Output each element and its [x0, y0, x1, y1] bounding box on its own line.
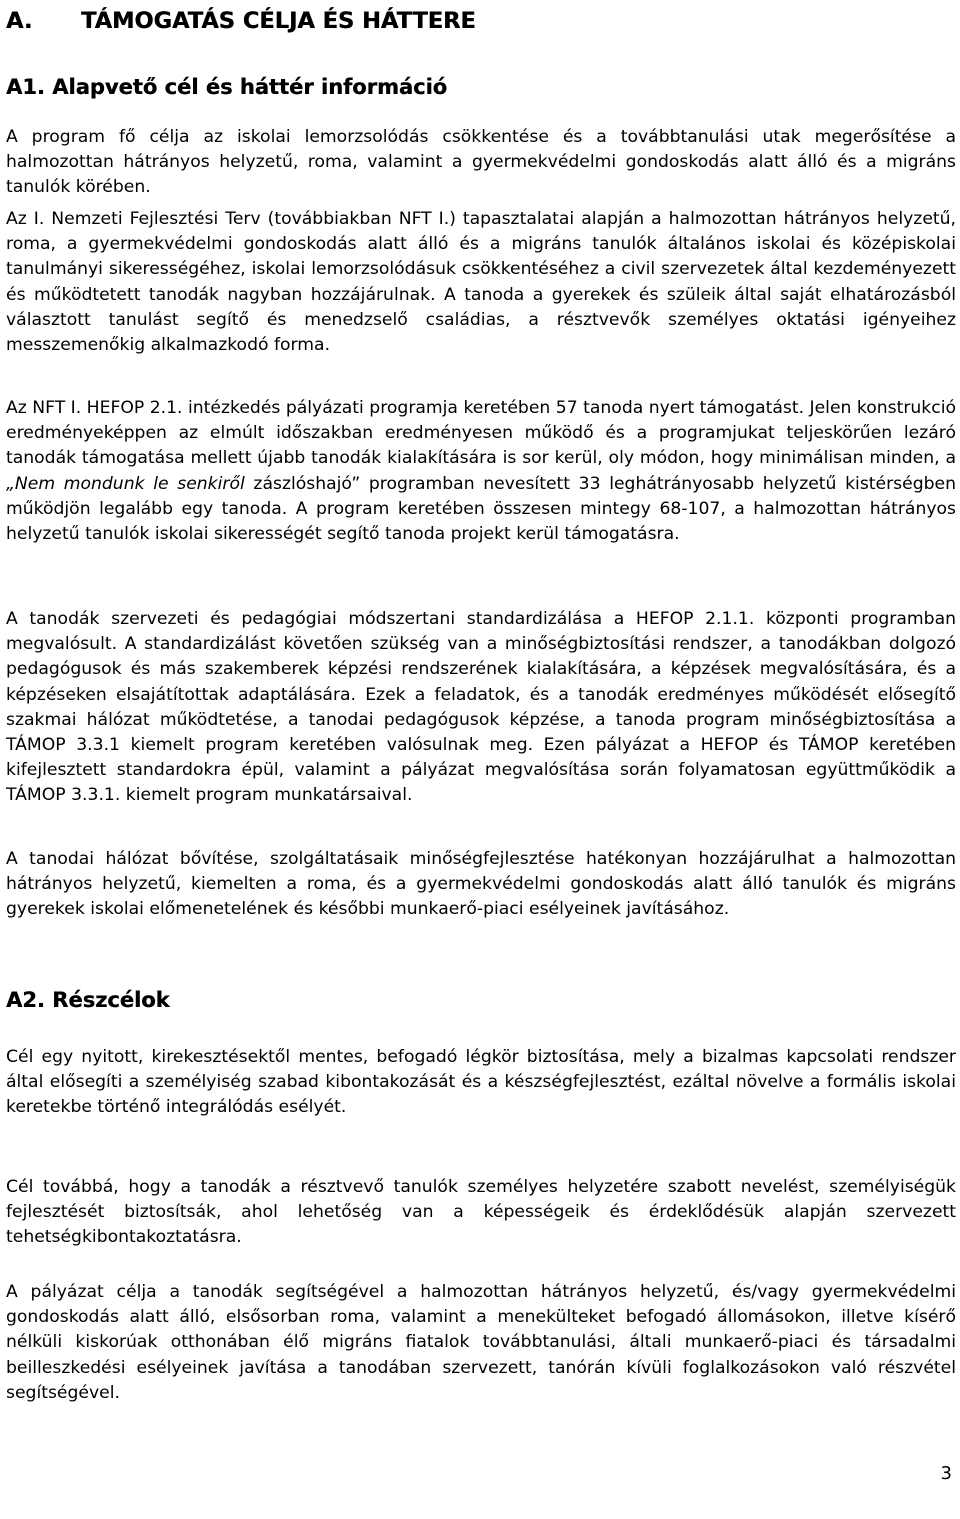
paragraph-application-goal: A pályázat célja a tanodák segítségével a halmozottan hátrányos helyzetű, és/vagy gyermekvédelmi gondoskodás alatt álló, elsősorban roma, valamint a menekülteket befogadó állomásokon, illetve kísérő nélküli kiskorúak otthonában élő migráns fiatalok továbbtanulási, általi munkaerő-piaci és társadalmi beilleszkedési esélyeinek javítása a tanodában szervezett, tanórán kívüli foglalkozásokon való részvétel segítségével. — [6, 1282, 956, 1403]
paragraph-personal-development: Cél továbbá, hogy a tanodák a résztvevő tanulók személyes helyzetére szabott nevelést, személyiségük fejlesztését biztosítsák, ahol lehetőség van a képességeik és érdeklődésük alapján szervezett tehetségkibontakoztatásra. — [6, 1177, 956, 1248]
paragraph-text: zászlóshajó” programban nevesített 33 leghátrányosabb helyzetű kistérségben működjön legalább egy tanoda. A program keretében összesen mintegy 68-107, a halmozottan hátrányos helyzetű tanulók iskolai sikerességét segítő tanoda projekt kerül támogatásra. — [6, 473, 956, 545]
paragraph-network-expansion: A tanodai hálózat bővítése, szolgáltatásaik minőségfejlesztése hatékonyan hozzájárulhat a halmozottan hátrányos helyzetű, kiemelten a roma, és a gyermekvédelmi gondoskodás alatt álló tanulók és migráns gyerekek iskolai előmenetelének és későbbi munkaerő-piaci esélyeinek javításához. — [6, 849, 956, 920]
paragraph-standardization: A tanodák szervezeti és pedagógiai módszertani standardizálása a HEFOP 2.1.1. központi programban megvalósult. A standardizálást követően szükség van a minőségbiztosítási rendszer, a tanodákban dolgozó pedagógusok és más szakemberek képzési rendszerének kialakítására, a képzések megvalósítására, és a képzéseken elsajátítottak adaptálására. Ezek a feladatok, és a tanodák eredményes működését elősegítő szakmai hálózat működtetése, a tanodai pedagógusok képzése, a tanoda program minőségbiztosítása a TÁMOP 3.3.1 kiemelt program keretében valósulnak meg. Ezen pályázat a HEFOP és TÁMOP keretében kifejlesztett standardokra épül, valamint a pályázat megvalósítása során folyamatosan együttműködik a TÁMOP 3.3.1. kiemelt program munkatársaival. — [6, 609, 956, 806]
paragraph-main-goal: A program fő célja az iskolai lemorzsolódás csökkentése és a továbbtanulási utak megerősítése a halmozottan hátrányos helyzetű, roma, valamint a gyermekvédelmi gondoskodás alatt álló és a migráns tanulók körében. — [6, 127, 956, 198]
page-number: 3 — [940, 1463, 952, 1484]
flagship-program-name: „Nem mondunk le senkiről — [6, 473, 245, 494]
paragraph-text: Az NFT I. HEFOP 2.1. intézkedés pályázati programja keretében 57 tanoda nyert támogatást. Jelen konstrukció eredményeképpen az elmúlt időszakban eredményesen működő és a programjukat teljeskörűen lezáró tanodák támogatása mellett újabb tanodák kialakítására is sor kerül, oly módon, hogy minimálisan minden, a — [6, 398, 956, 469]
paragraph-inclusive-atmosphere: Cél egy nyitott, kirekesztésektől mentes, befogadó légkör biztosítása, mely a bizalmas kapcsolati rendszer által elősegíti a személyiség szabad kibontakozását és a készségfejlesztést, ezáltal növelve a formális iskolai keretekbe történő integrálódás esélyét. — [6, 1047, 956, 1118]
section-title: TÁMOGATÁS CÉLJA ÉS HÁTTERE — [81, 8, 476, 34]
paragraph-nft-experience: Az I. Nemzeti Fejlesztési Terv (továbbiakban NFT I.) tapasztalatai alapján a halmozottan hátrányos helyzetű, roma, a gyermekvédelmi gondoskodás alatt álló és a migráns tanulók általános iskolai és középiskolai tanulmányi sikerességéhez, iskolai lemorzsolódásuk csökkentéséhez a civil szervezetek által kezdeményezett és működtetett tanodák nagyban hozzájárulnak. A tanoda a gyerekek és szüleik által saját elhatározásból választott tanulást segítő és menedzselő családias, a résztvevők személyes oktatási igényeihez messzemenőkig alkalmazkodó forma. — [6, 209, 956, 356]
paragraph-hefop-support — [6, 396, 956, 547]
subsection-heading-a1: A1. Alapvető cél és háttér információ — [6, 75, 448, 99]
subsection-heading-a2: A2. Részcélok — [6, 988, 170, 1012]
section-heading-a — [6, 6, 476, 36]
section-number: A. — [6, 8, 33, 34]
